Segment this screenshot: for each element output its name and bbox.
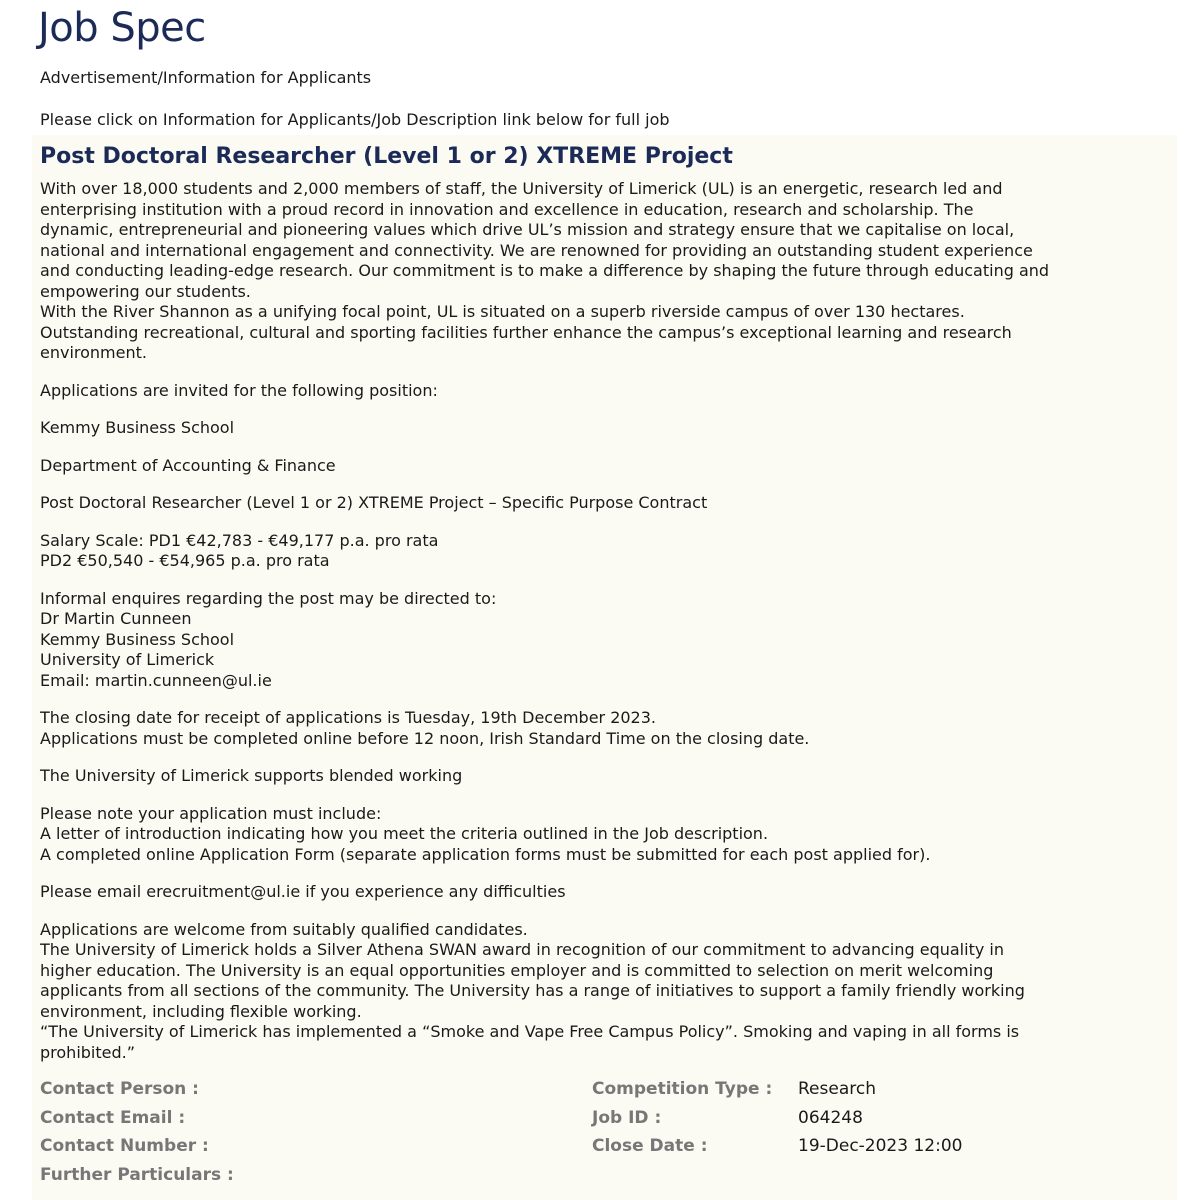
- intro-line: enterprising institution with a proud record in innovation and excellence in education, research and scholarship. The: [40, 199, 974, 219]
- job-meta-table: [40, 1075, 1160, 1189]
- statement-line: environment, including flexible working.: [40, 1001, 362, 1021]
- further-particulars-label: Further Particulars :: [40, 1164, 234, 1185]
- statement-line: applicants from all sections of the community. The University has a range of initiatives to support a family friendly working: [40, 981, 1025, 1000]
- contact-number-label: Contact Number :: [40, 1136, 209, 1156]
- contact-person-label: Contact Person :: [40, 1079, 199, 1099]
- intro-line: Outstanding recreational, cultural and sporting facilities further enhance the campus’s exceptional learning and research: [40, 322, 1012, 342]
- requirements-block: [40, 804, 1160, 866]
- job-id-label: Job ID :: [592, 1107, 662, 1128]
- intro-line: With the River Shannon as a unifying focal point, UL is situated on a superb riverside campus of over 130 hectares.: [40, 302, 965, 321]
- close-date-value: 19-Dec-2023 12:00: [798, 1136, 963, 1156]
- job-id-value: 064248: [798, 1107, 863, 1128]
- statement-line: prohibited.”: [40, 1042, 136, 1062]
- intro-line: dynamic, entrepreneurial and pioneering values which drive UL’s mission and strategy ensure that we capitalise on local,: [40, 220, 1015, 239]
- intro-line: empowering our students.: [40, 281, 251, 301]
- closing-date-line: The closing date for receipt of applications is Tuesday, 19th December 2023.: [40, 708, 656, 727]
- intro-line: and conducting leading-edge research. Our commitment is to make a difference by shaping the future through educating and: [40, 261, 1050, 280]
- meta-row: [40, 1161, 1160, 1190]
- salary-line: PD2 €50,540 - €54,965 p.a. pro rata: [40, 551, 330, 570]
- competition-type-label: Competition Type :: [592, 1079, 773, 1099]
- meta-row: [40, 1104, 1160, 1133]
- requirements-line: Please note your application must include:: [40, 803, 382, 823]
- job-content: [40, 143, 1160, 1063]
- statement-line: “The University of Limerick has implemented a “Smoke and Vape Free Campus Policy”. Smoking and vaping in all forms is: [40, 1022, 1020, 1041]
- contact-school: Kemmy Business School: [40, 629, 235, 649]
- requirements-line: A letter of introduction indicating how you meet the criteria outlined in the Job description.: [40, 824, 769, 843]
- meta-row: [40, 1075, 1160, 1104]
- position-title: Post Doctoral Researcher (Level 1 or 2) XTREME Project – Specific Purpose Contract: [40, 493, 708, 512]
- instruction-text: Please click on Information for Applicants/Job Description link below for full job: [40, 110, 670, 129]
- invite-text: Applications are invited for the following position:: [40, 380, 438, 400]
- salary-line: Salary Scale: PD1 €42,783 - €49,177 p.a. pro rata: [40, 530, 439, 550]
- enquiries-block: [40, 589, 1160, 692]
- department-name: Department of Accounting & Finance: [40, 455, 336, 475]
- enquiries-line: Informal enquires regarding the post may be directed to:: [40, 588, 497, 608]
- closing-time-line: Applications must be completed online before 12 noon, Irish Standard Time on the closing date.: [40, 728, 810, 748]
- blended-working-text: The University of Limerick supports blended working: [40, 766, 463, 785]
- job-title: Post Doctoral Researcher (Level 1 or 2) XTREME Project: [40, 144, 733, 169]
- close-date-label: Close Date :: [592, 1136, 708, 1156]
- contact-name: Dr Martin Cunneen: [40, 609, 192, 628]
- intro-line: With over 18,000 students and 2,000 members of staff, the University of Limerick (UL) is an energetic, research led and: [40, 179, 1003, 198]
- competition-type-value: Research: [798, 1079, 876, 1099]
- school-name: Kemmy Business School: [40, 418, 235, 437]
- contact-email: Email: martin.cunneen@ul.ie: [40, 670, 272, 690]
- contact-university: University of Limerick: [40, 650, 215, 669]
- closing-block: [40, 708, 1160, 749]
- intro-line: environment.: [40, 343, 147, 362]
- closing-statement: [40, 920, 1160, 1064]
- statement-line: Applications are welcome from suitably qualified candidates.: [40, 919, 528, 939]
- page-subtitle: Advertisement/Information for Applicants: [40, 68, 372, 87]
- meta-row: [40, 1132, 1160, 1161]
- intro-line: national and international engagement and connectivity. We are renowned for providing an outstanding student experience: [40, 240, 1033, 260]
- salary-scale: [40, 531, 1160, 572]
- intro-paragraph: [40, 179, 1160, 364]
- job-content-panel: [32, 135, 1177, 1200]
- statement-line: The University of Limerick holds a Silver Athena SWAN award in recognition of our commitment to advancing equality in: [40, 940, 1004, 959]
- contact-email-label: Contact Email :: [40, 1107, 186, 1128]
- email-note: Please email erecruitment@ul.ie if you experience any difficulties: [40, 882, 566, 901]
- page-title: Job Spec: [38, 5, 206, 51]
- statement-line: higher education. The University is an equal opportunities employer and is committed to selection on merit welcoming: [40, 960, 994, 980]
- requirements-line: A completed online Application Form (separate application forms must be submitted for each post applied for).: [40, 844, 931, 864]
